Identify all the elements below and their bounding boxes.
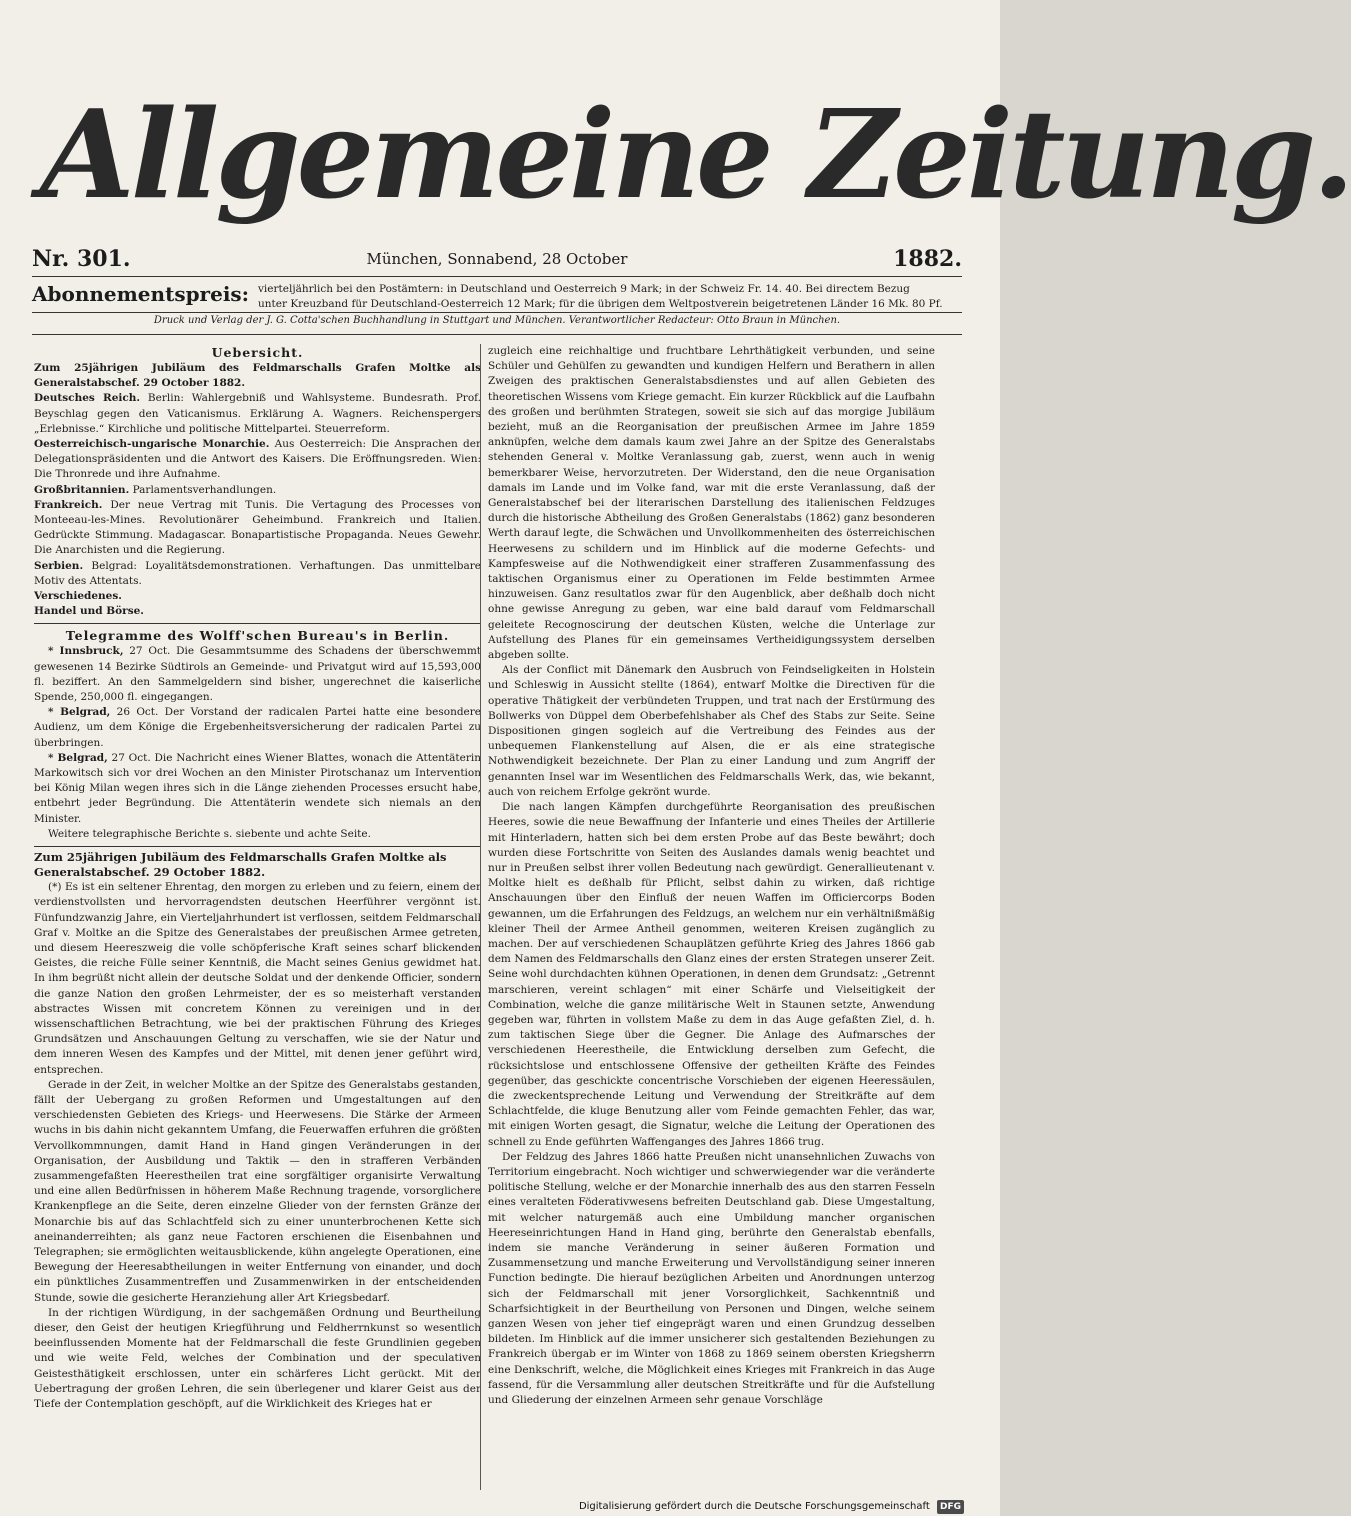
footer-text: Digitalisierung gefördert durch die Deutsche Forschungsgemeinschaft [578,1501,930,1512]
article-paragraph: Gerade in der Zeit, in welcher Moltke an der Spitze des Generalstabs gestanden, fällt der Uebergang zu großen Reformen und Umgestaltungen auf den verschiedensten Gebieten des Kriegs- und Heerwesens. Die Stärke der Armeen wuchs in bis dahin nicht gekanntem Umfang, die Feuerwaffen erfuhren die größten Vervollkommnungen, damit Hand in Hand gingen Veränderungen in der Organisation, der Ausbildung und Taktik — den in strafferen Verbänden zusammengefaßten Heerestheilen trat eine sorgfältiger organisirte Verwaltung und eine allen Bedürfnissen in höherem Maße Rechnung tragende, vorsorglichere Krankenpflege an die Seite, deren einzelne Glieder von der fernsten Gränze der Monarchie bis auf das Schlachtfeld sich zu einer ununterbrochenen Kette sich aneinanderreihten; als ganz neue Factoren erschienen die Eisenbahnen und Telegraphen; sie ermöglichten weitausblickende, kühn angelegte Operationen, eine Bewegung der Heeresabtheilungen in weiter Entfernung von einander, und doch ein pünktliches Zusammentreffen und Zusammenwirken in der entscheidenden Stunde, sowie die gesicherte Heranziehung aller Art Kriegsbedarf. [34,1078,481,1304]
masthead-title: Allgemeine Zeitung. [40,82,1351,226]
overview-item [34,604,481,619]
issue-number: Nr. 301. [32,246,131,272]
subscription-text [258,282,962,312]
telegram-item [34,705,481,751]
divider [34,846,481,847]
overview-head: Großbritannien. [34,483,130,496]
overview-title: Uebersicht. [211,345,304,360]
issue-year: 1882. [893,246,962,272]
overview-item [34,437,481,483]
telegram-text: 26 Oct. Der Vorstand der radicalen Partei hatte eine besondere Audienz, um dem Könige die Ergebenheitsversicherung der radicalen Partei zu überbringen. [34,706,481,749]
overview-text: Aus Oesterreich: Die Ansprachen der Delegationspräsidenten und die Antwort des Kaisers. Die Eröffnungsreden. Wien: Die Thronrede und ihre Aufnahme. [34,438,481,481]
overview-text: Berlin: Wahlergebniß und Wahlsysteme. Bundesrath. Prof. Beyschlag gegen den Vaticanismus. Erklärung A. Wagners. Reichenspergers „Erlebnisse.“ Kirchliche und politische Mittelpartei. Steuerreform. [34,392,482,435]
overview-head: Oesterreichisch-ungarische Monarchie. [34,438,270,451]
divider [32,276,962,277]
telegram-title: Telegramme des Wolff'schen Bureau's in Berlin. [65,628,450,644]
overview-item [34,483,481,498]
subscription-block [32,282,962,312]
overview-head: Verschiedenes. [34,590,122,603]
telegram-place: * Belgrad, [48,706,111,719]
imprint: Druck und Verlag der J. G. Cotta'schen Buchhandlung in Stuttgart und München. Verantwortlicher Redacteur: Otto Braun in München. [153,315,841,326]
left-column [34,344,481,1490]
divider [32,312,962,313]
subscription-label: Abonnementspreis: [32,282,250,306]
telegram-item [34,644,481,705]
telegram-item [34,751,481,827]
divider [34,623,481,624]
overview-list [34,361,481,619]
column-divider [480,344,481,1490]
overview-head: Zum 25jährigen Jubiläum des Feldmarschalls Grafen Moltke als Generalstabschef. 29 October 1882. [34,362,481,390]
dfg-logo: DFG [937,1500,964,1514]
telegram-place: * Belgrad, [48,751,108,764]
overview-item [34,361,481,391]
telegram-text: 27 Oct. Die Nachricht eines Wiener Blattes, wonach die Attentäterin Markowitsch sich vor drei Wochen an den Minister Pirotschanaz um Intervention bei König Milan wegen ihres sich in die Länge ziehenden Processes ersucht habe, entbehrt jeder Begründung. Die Attentäterin wendete sich niemals an den Minister. [34,751,481,825]
article-paragraph: Als der Conflict mit Dänemark den Ausbruch von Feindseligkeiten in Holstein und Schleswig in Aussicht stellte (1864), entwarf Moltke die Directiven für die operative Thätigkeit der verbündeten Truppen, und trat nach der Erstürmung des Bollwerks von Düppel dem Oberbefehlshaber als Chef des Stabs zur Seite. Seine Dispositionen gingen sogleich auf die Vertreibung des Feindes aus der unbequemen Flankenstellung auf Alsen, die er als eine strategische Nothwendigkeit bezeichnete. Der Plan zu einer Landung und zum Angriff der genannten Insel war im Wesentlichen des Feldmarschalls Werk, das, wie bekannt, auch von reichem Erfolge gekrönt wurde. [488,664,935,798]
overview-head: Frankreich. [34,498,103,511]
article-paragraph: (*) Es ist ein seltener Ehrentag, den morgen zu erleben und zu feiern, einem der verdienstvollsten und hervorragendsten deutschen Heerführer vergönnt ist. Fünfundzwanzig Jahre, ein Vierteljahrhundert ist verflossen, seitdem Feldmarschall Graf v. Moltke an die Spitze des Generalstabes der preußischen Armee getreten, und diesem Heereszweig die volle schöpferische Kraft seines scharf blickenden Geistes, die reiche Fülle seiner Kenntniß, die Macht seines Genius gewidmet hat. In ihm begrüßt nicht allein der deutsche Soldat und der denkende Officier, sondern die ganze Nation den großen Lehrmeister, der es so meisterhaft verstanden abstractes Wissen mit concretem Können zu vereinigen und in der wissenschaftlichen Betrachtung, wie bei der praktischen Führung des Krieges Grundsätzen und Anschauungen Geltung zu verschaffen, wie sie der Natur und dem inneren Wesen des Kampfes und der Mittel, mit denen jener geführt wird, entsprechen. [34,881,482,1076]
article-paragraph: zugleich eine reichhaltige und fruchtbare Lehrthätigkeit verbunden, und seine Schüler und Gehülfen zu gewandten und kundigen Helfern und Berathern in allen Zweigen des praktischen Generalstabsdienstes und auf allen Gebieten des theoretischen Wissens vom Kriege gemacht. Ein kurzer Rückblick auf die Laufbahn des großen und berühmten Strategen, soweit sie sich auf das morgige Jubiläum bezieht, muß an die Reorganisation der preußischen Armee im Jahre 1859 anknüpfen, welche dem damals kaum zwei Jahre an der Spitze des Generalstabs stehenden General v. Moltke Veranlassung gab, zuerst, wenn auch in wenig bemerkbarer Weise, hervorzutreten. Der Widerstand, den die neue Organisation damals im Lande und im Volke fand, war mit die erste Veranlassung, daß der Generalstabschef bei der literarischen Darstellung des italienischen Feldzuges durch die historische Abtheilung des Großen Generalstabs (1862) ganz besonderen Werth darauf legte, die Schwächen und Unvollkommenheiten des österreichischen Heerwesens zu schildern und im Hinblick auf die moderne Gefechts- und Kampfesweise auf die Nothwendigkeit einer strafferen Zusammenfassung des taktischen Organismus einer zu Operationen im Felde bestimmten Armee hinzuweisen. Ganz resultatlos zwar für den Augenblick, aber deßhalb doch nicht ohne gewisse Anregung zu geben, war eine bald darauf vom Feldmarschall geleitete Recognoscirung der deutschen Küsten, welche die Unterlage zur Aufstellung des Planes für ein gemeinsames Vertheidigungssystem derselben abgeben sollte. [488,345,935,662]
place-date: München, Sonnabend, 28 October [366,250,628,268]
article-title: Zum 25jährigen Jubiläum des Feldmarschalls Grafen Moltke als Generalstabschef. 29 October 1882. [34,850,447,880]
article-paragraph: Der Feldzug des Jahres 1866 hatte Preußen nicht unansehnlichen Zuwachs von Territorium eingebracht. Noch wichtiger und schwerwiegender war die veränderte politische Stellung, welche er der Monarchie innerhalb des aus den starren Fesseln eines veralteten Föderativwesens befreiten Deutschland gab. Diese Umgestaltung, mit welcher naturgemäß auch eine Umbildung mancher organischen Heereseinrichtungen Hand in Hand ging, berührte den Generalstab ebenfalls, indem sie manche Veränderung in seiner äußeren Formation und Zusammensetzung und manche Erweiterung und Vervollständigung seiner inneren Function bedingte. Die hierauf bezüglichen Arbeiten und Anordnungen unterzog sich der Feldmarschall mit jener Vorsorglichkeit, Sachkenntniß und Scharfsichtigkeit in der Beurtheilung von Personen und Dingen, welche seinem ganzen Wesen von jeher tief eingeprägt waren und einen Grundzug desselben bildeten. Im Hinblick auf die immer unsicherer sich gestaltenden Beziehungen zu Frankreich übergab er im Winter von 1868 zu 1869 seinem obersten Kriegsherrn eine Denkschrift, welche, die Möglichkeit eines Krieges mit Frankreich in das Auge fassend, für die Versammlung aller deutschen Streitkräfte und für die Aufstellung und Gliederung der einzelnen Armeen sehr genaue Vorschläge [488,1150,935,1407]
overview-text: Parlamentsverhandlungen. [132,483,277,496]
divider [32,334,962,335]
telegram-note: Weitere telegraphische Berichte s. siebente und achte Seite. [48,827,371,840]
overview-item [34,589,481,604]
overview-head: Serbien. [34,559,84,572]
telegram-text: 27 Oct. Die Gesammtsumme des Schadens der überschwemmt gewesenen 14 Bezirke Südtirols an Gemeinde- und Privatgut wird auf 15,593,000 fl. beziffert. An den Sammelgeldern sind bisher, ungerechnet die kaiserliche Spende, 250,000 fl. eingegangen. [34,645,482,704]
right-column [488,344,935,1490]
overview-item [34,391,481,437]
article-paragraph: Die nach langen Kämpfen durchgeführte Reorganisation des preußischen Heeres, sowie die neue Bewaffnung der Infanterie und eines Theiles der Artillerie mit Hinterladern, hatten sich bei dem ersten Probe auf das Beste bewährt; doch wurden diese Fortschritte von Seiten des Auslandes damals wenig beachtet und nur in Preußen selbst ihrer vollen Bedeutung nach gewürdigt. Generallieutenant v. Moltke hielt es deßhalb für Pflicht, selbst dahin zu wirken, daß richtige Anschauungen über den Einfluß der neuen Waffen im Officiercorps Boden gewannen, um die Erfahrungen des Feldzugs, an welchem nur ein verhältnißmäßig kleiner Theil der Armee Antheil genommen, weiteren Kreisen zugänglich zu machen. Der auf verschiedenen Schauplätzen geführte Krieg des Jahres 1866 gab dem Namen des Feldmarschalls den Glanz eines der ersten Strategen unserer Zeit. Seine wohl durchdachten kühnen Operationen, in denen dem Grundsatz: „Getrennt marschieren, vereint schlagen“ mit einer Schärfe und Vielseitigkeit der Combination, welche die ganze militärische Welt in Staunen setzte, Anwendung gegeben war, führten in vollstem Maße zu dem in das Auge gefaßten Ziel, d. h. zum taktischen Siege über die Gegner. Die Anlage des Aufmarsches der verschiedenen Heerestheile, die Entwicklung derselben zum Gefecht, die rücksichtslose und entschlossene Offensive der getheilten Kräfte des Feindes gegenüber, das geschickte concentrische Vorschieben der eigenen Heeressäulen, die zweckentsprechende Leitung und Verwendung der Streitkräfte auf dem Schlachtfelde, die kluge Benutzung aller vom Feinde gemachten Fehler, das war, mit einigen Worten gesagt, die Signatur, welche die Leitung der Operationen des schnell zu Ende geführten Waffenganges des Jahres 1866 trug. [488,801,935,1148]
overview-text: Belgrad: Loyalitätsdemonstrationen. Verhaftungen. Das unmittelbare Motiv des Attentats. [34,559,481,587]
overview-head: Handel und Börse. [34,605,144,618]
dateline [32,246,962,274]
overview-item [34,559,481,589]
telegram-place: * Innsbruck, [48,645,124,658]
overview-item [34,498,481,559]
overview-head: Deutsches Reich. [34,392,141,405]
subscription-line: unter Kreuzband für Deutschland-Oesterreich 12 Mark; für die übrigen dem Weltpostverein beigetretenen Länder 16 Mk. 80 Pf. [258,298,943,310]
footer-credit [579,1500,964,1514]
subscription-line: vierteljährlich bei den Postämtern: in Deutschland und Oesterreich 9 Mark; in der Schweiz Fr. 14. 40. Bei directem Bezug [258,283,910,295]
overview-text: Der neue Vertrag mit Tunis. Die Vertagung des Processes von Monteeau-les-Mines. Revolutionärer Geheimbund. Frankreich und Italien. Gedrückte Stimmung. Madagascar. Bonapartistische Propaganda. Neues Gewehr. Die Anarchisten und die Regierung. [34,498,482,557]
article-paragraph: In der richtigen Würdigung, in der sachgemäßen Ordnung und Beurtheilung dieser, den Geist der heutigen Kriegführung und Feldherrnkunst so wesentlich beeinflussenden Momente hat der Feldmarschall die feste Grundlinien gegeben und wie weite Feld, welches der Combination und der speculativen Geistesthätigkeit erschlossen, unter ein schärferes Licht gerückt. Mit der Uebertragung der großen Lehren, die sein überlegener und klarer Geist aus der Tiefe der Contemplation geschöpft, auf die Wirklichkeit des Krieges hat er [34,1306,481,1410]
